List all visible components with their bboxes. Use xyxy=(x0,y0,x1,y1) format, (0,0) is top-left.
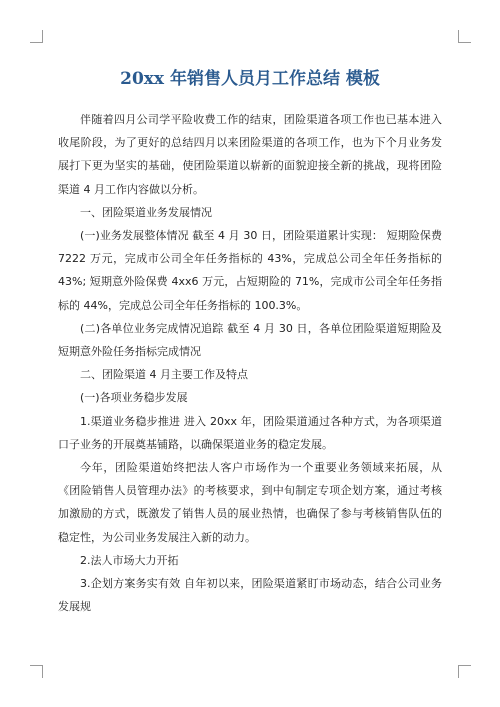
page-corner-mark-bottom-left xyxy=(30,665,43,678)
paragraph-planning: 3.企划方案务实有效 自年初以来，团险渠道紧盯市场动态，结合公司业务发展规 xyxy=(58,577,442,614)
paragraph-intro: 伴随着四月公司学平险收费工作的结束，团险渠道各项工作也已基本进入收尾阶段，为了更好的总结四月以来团险渠道的各项工作，也为下个月业务发展打下更为坚实的基础，使团险渠道以崭新的面貌迎接全新的挑战，现将团险渠道 4 月工作内容做以分析。 xyxy=(58,113,442,196)
paragraph-overall-performance: (一)业务发展整体情况 截至 4 月 30 日，团险渠道累计实现： 短期险保费 7222 万元，完成市公司全年任务指标的 43%，完成总公司全年任务指标的 43%; 短期意外险保费 4xx6 万元，占短期险的 71%，完成市公司全年任务指标的 44%，完成总公司全年任务指标的 100.3%。 xyxy=(58,229,442,312)
page-corner-mark-top-right xyxy=(458,30,471,43)
paragraph-corporate-market: 今年，团险渠道始终把法人客户市场作为一个重要业务领域来拓展，从《团险销售人员管理办法》的考核要求，到中旬制定专项企划方案，通过考核加激励的方式，既激发了销售人员的展业热情，也确保了参与考核销售队伍的稳定性，为公司业务发展注入新的动力。 xyxy=(58,461,442,544)
page-corner-mark-top-left xyxy=(30,30,43,43)
section-heading-2: 二、团险渠道 4 月主要工作及特点 xyxy=(80,368,248,382)
section-heading-1: 一、团险渠道业务发展情况 xyxy=(80,205,212,219)
item-heading-corporate-market: 2.法人市场大力开拓 xyxy=(80,553,179,567)
paragraph-unit-tracking: (二)各单位业务完成情况追踪 截至 4 月 30 日，各单位团险渠道短期险及短期意外险任务指标完成情况 xyxy=(58,321,442,359)
paragraph-channel-business: 1.渠道业务稳步推进 进入 20xx 年，团险渠道通过各种方式，为各项渠道口子业务的开展奠基铺路，以确保渠道业务的稳定发展。 xyxy=(58,414,442,451)
document-body xyxy=(58,108,442,618)
document-title: 20xx 年销售人员月工作总结 模板 xyxy=(120,69,380,89)
page-corner-mark-bottom-right xyxy=(458,665,471,678)
subsection-heading: (一)各项业务稳步发展 xyxy=(80,391,188,405)
